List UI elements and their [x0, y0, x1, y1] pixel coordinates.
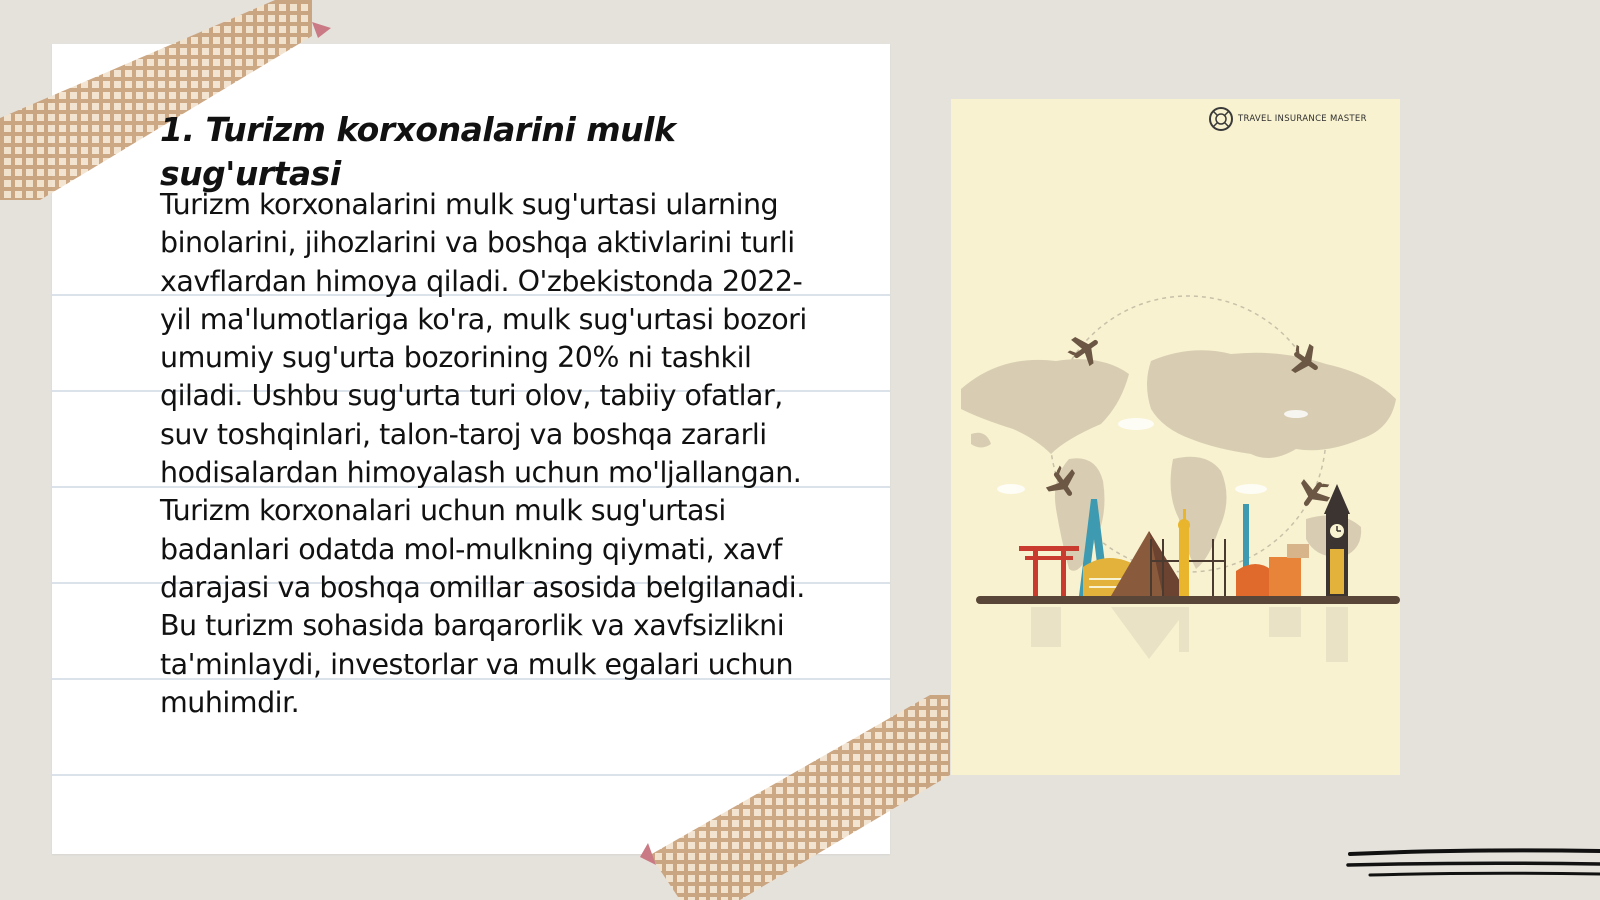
poster-brand: [1208, 106, 1367, 132]
lifebuoy-icon: [1208, 106, 1234, 132]
slide-title: 1. Turizm korxonalarini mulk sug'urtasi: [160, 110, 676, 193]
slide-body-text: Turizm korxonalarini mulk sug'urtasi ularning binolarini, jihozlarini va boshqa aktivlarini turli xavflardan himoya qiladi. O'zbekistonda 2022-yil ma'lumotlariga ko'ra, mulk sug'urtasi bozori umumiy sug'urta bozorining 20% ni tashkil qiladi. Ushbu sug'urta turi olov, tabiiy ofatlar, suv toshqinlari, talon-taroj va boshqa zararli hodisalardan himoyalash uchun mo'ljallangan. Turizm korxonalari uchun mulk sug'urtasi badanlari odatda mol-mulkning qiymati, xavf darajasi va boshqa omillar asosida belgilanadi. Bu turizm sohasida barqarorlik va xavfsizlikni ta'minlaydi, investorlar va mulk egalari uchun muhimdir.: [160, 188, 807, 719]
brush-strokes: [1340, 845, 1600, 895]
poster-brand-label: TRAVEL INSURANCE MASTER: [1238, 114, 1367, 124]
travel-poster-image: [951, 99, 1400, 775]
tape-bottom-center: [640, 695, 955, 900]
